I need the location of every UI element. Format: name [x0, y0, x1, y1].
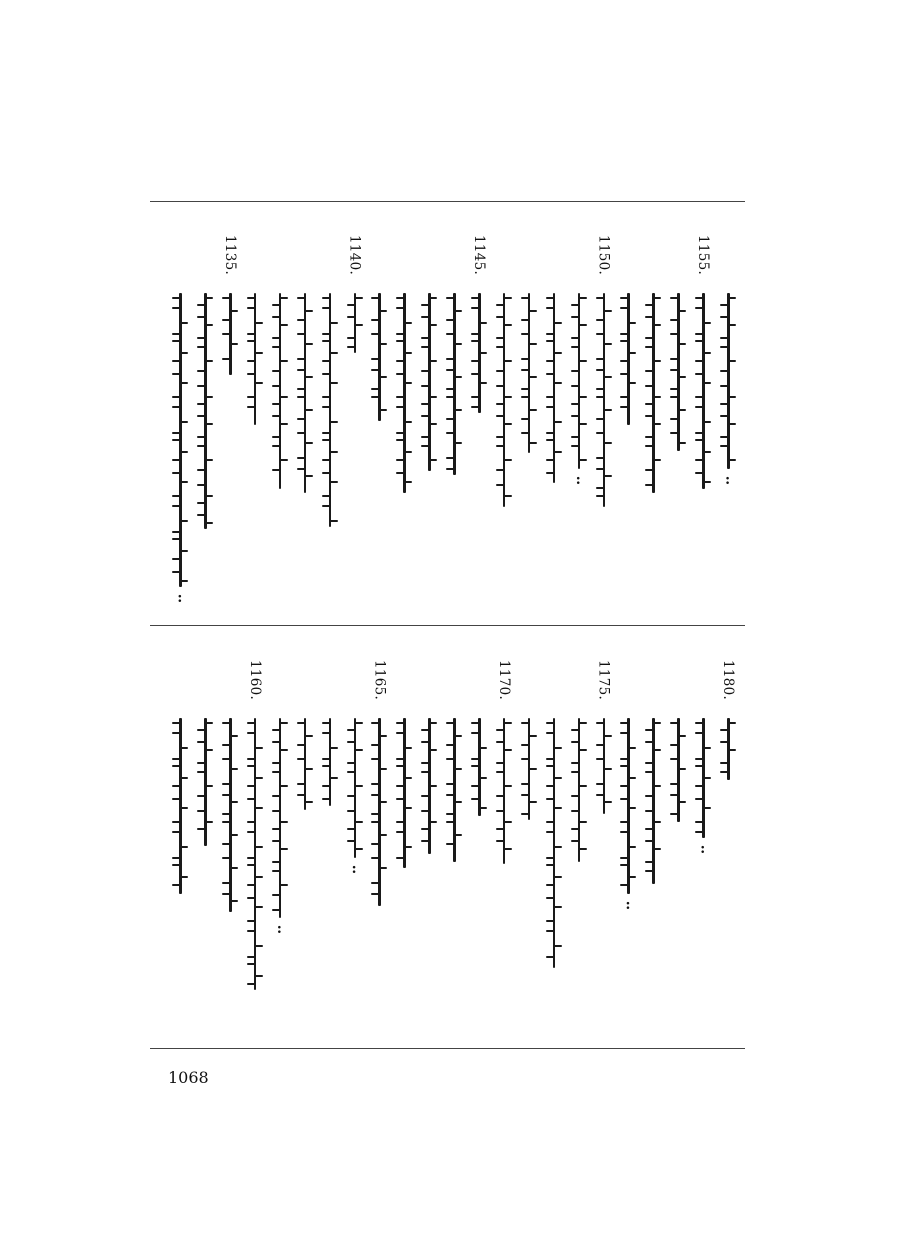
- mongolian-script-glyphs: [396, 718, 412, 868]
- lower-text-block: [150, 660, 745, 1020]
- mongolian-script-glyphs: [322, 718, 338, 806]
- line-number: 1175.: [595, 660, 612, 701]
- script-line: [692, 235, 714, 595]
- mongolian-script-glyphs: [197, 293, 213, 529]
- script-line: [418, 235, 440, 595]
- script-line: [169, 235, 191, 606]
- line-end-punctuation: :: [177, 590, 183, 606]
- line-end-punctuation: :: [276, 921, 282, 937]
- mongolian-script-glyphs: [720, 293, 736, 488]
- mongolian-script-glyphs: [596, 293, 612, 507]
- mongolian-script-glyphs: [247, 293, 263, 425]
- mongolian-script-glyphs: [695, 718, 711, 857]
- middle-rule: [150, 625, 745, 626]
- script-line: [244, 660, 266, 1020]
- script-line: [568, 660, 590, 1020]
- mongolian-script-glyphs: [446, 718, 462, 862]
- script-line: [543, 235, 565, 595]
- mongolian-script-glyphs: [571, 718, 587, 862]
- mongolian-script-glyphs: [322, 293, 338, 527]
- script-line: [344, 235, 366, 595]
- line-number: 1170.: [495, 660, 512, 701]
- script-line: [667, 235, 689, 595]
- mongolian-script-glyphs: [546, 718, 562, 968]
- line-end-punctuation: :: [625, 897, 631, 913]
- script-line: [194, 235, 216, 595]
- mongolian-script-glyphs: [297, 718, 313, 810]
- mongolian-script-glyphs: [596, 718, 612, 814]
- mongolian-script-glyphs: [371, 718, 387, 906]
- script-line: [468, 235, 490, 595]
- mongolian-script-glyphs: [347, 293, 363, 353]
- line-end-punctuation: :: [575, 472, 581, 488]
- script-line: [368, 235, 390, 595]
- script-line: [294, 235, 316, 595]
- page-number: 1068: [168, 1068, 209, 1087]
- line-number: 1180.: [720, 660, 736, 701]
- line-end-punctuation: :: [725, 472, 731, 488]
- script-line: [368, 660, 390, 1020]
- script-line: [568, 235, 590, 595]
- script-line: [418, 660, 440, 1020]
- script-line: [667, 660, 689, 1020]
- mongolian-script-glyphs: [222, 293, 238, 375]
- script-line: [593, 660, 615, 1020]
- script-line: [617, 235, 639, 595]
- mongolian-script-glyphs: [272, 718, 288, 937]
- line-number: 1150.: [595, 235, 612, 276]
- upper-text-block: [150, 235, 745, 606]
- script-line: [219, 235, 241, 595]
- script-line: [443, 235, 465, 595]
- script-line: [543, 660, 565, 1020]
- mongolian-script-glyphs: [197, 718, 213, 846]
- mongolian-script-glyphs: [645, 718, 661, 884]
- mongolian-script-glyphs: [521, 718, 537, 820]
- script-line: [319, 660, 341, 1020]
- script-line: [294, 660, 316, 1020]
- line-number: 1140.: [346, 235, 363, 276]
- script-line: [443, 660, 465, 1020]
- line-end-punctuation: :: [700, 841, 706, 857]
- script-line: [493, 235, 515, 595]
- mongolian-script-glyphs: [172, 718, 188, 894]
- script-line: [518, 660, 540, 1020]
- line-number: 1160.: [246, 660, 263, 701]
- line-number: 1145.: [471, 235, 487, 276]
- script-line: [617, 660, 639, 1020]
- mongolian-script-glyphs: [272, 293, 288, 489]
- line-number: 1165.: [371, 660, 388, 701]
- script-line: [642, 235, 664, 595]
- mongolian-script-glyphs: [720, 718, 736, 780]
- mongolian-script-glyphs: [371, 293, 387, 421]
- script-line: [319, 235, 341, 595]
- script-line: [269, 235, 291, 595]
- script-line: [493, 660, 515, 1020]
- script-line: [518, 235, 540, 595]
- mongolian-script-glyphs: [446, 293, 462, 475]
- script-line: [393, 660, 415, 1020]
- mongolian-script-glyphs: [571, 293, 587, 488]
- mongolian-script-glyphs: [521, 293, 537, 453]
- mongolian-script-glyphs: [421, 718, 437, 854]
- script-line: [169, 660, 191, 1020]
- mongolian-script-glyphs: [496, 293, 512, 507]
- mongolian-script-glyphs: [670, 718, 686, 822]
- line-number: 1155.: [695, 235, 712, 276]
- script-line: [642, 660, 664, 1020]
- mongolian-script-glyphs: [496, 718, 512, 864]
- script-line: [692, 660, 714, 1020]
- mongolian-script-glyphs: [695, 293, 711, 489]
- mongolian-script-glyphs: [620, 293, 636, 425]
- script-line: [593, 235, 615, 595]
- mongolian-script-glyphs: [421, 293, 437, 471]
- mongolian-script-glyphs: [645, 293, 661, 493]
- mongolian-script-glyphs: [471, 718, 487, 816]
- script-line: [244, 235, 266, 595]
- mongolian-script-glyphs: [670, 293, 686, 451]
- mongolian-script-glyphs: [222, 718, 238, 912]
- mongolian-script-glyphs: [347, 718, 363, 877]
- mongolian-script-glyphs: [172, 293, 188, 606]
- top-rule: [150, 201, 745, 202]
- mongolian-script-glyphs: [546, 293, 562, 483]
- mongolian-script-glyphs: [620, 718, 636, 913]
- mongolian-script-glyphs: [396, 293, 412, 493]
- script-line: [344, 660, 366, 1020]
- script-line: [393, 235, 415, 595]
- script-line: [717, 235, 739, 595]
- script-line: [717, 660, 739, 1020]
- line-number: 1135.: [222, 235, 238, 276]
- script-line: [269, 660, 291, 1020]
- mongolian-script-glyphs: [247, 718, 263, 990]
- mongolian-script-glyphs: [471, 293, 487, 413]
- line-end-punctuation: :: [351, 861, 357, 877]
- script-line: [468, 660, 490, 1020]
- mongolian-script-glyphs: [297, 293, 313, 493]
- script-line: [219, 660, 241, 1020]
- script-line: [194, 660, 216, 1020]
- bottom-rule: [150, 1048, 745, 1049]
